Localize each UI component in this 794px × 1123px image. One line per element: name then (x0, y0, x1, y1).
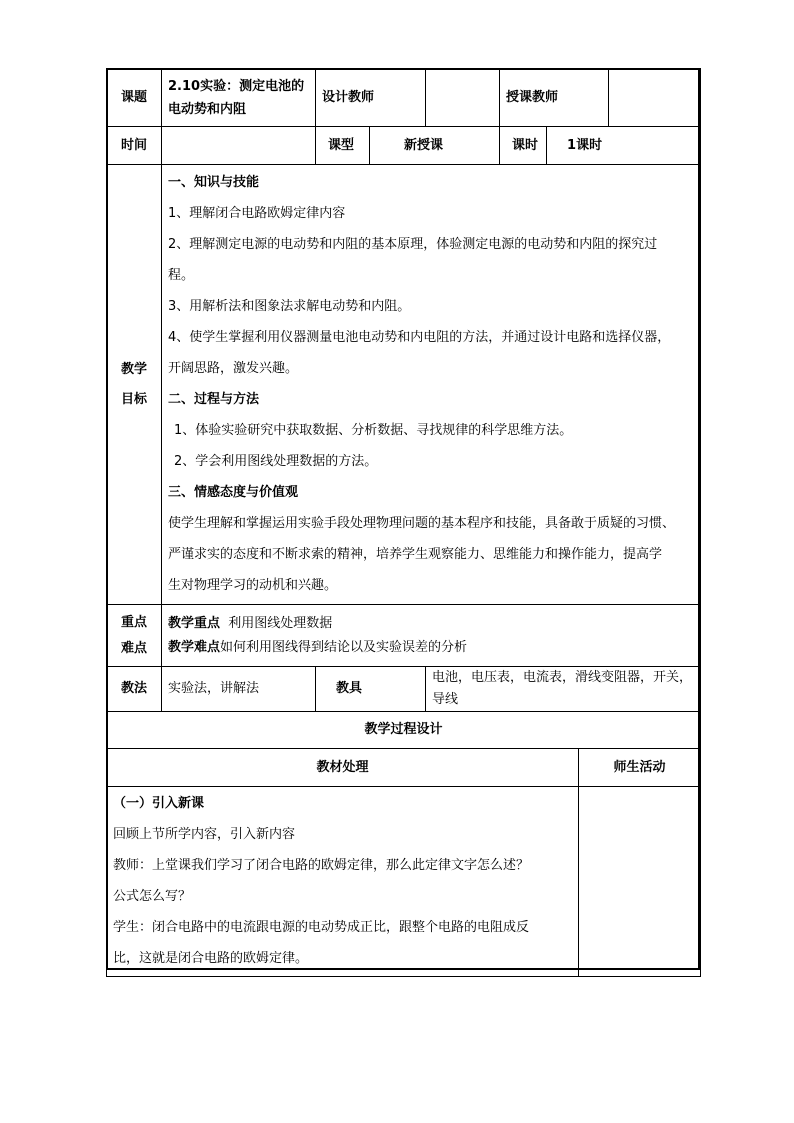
objectives-label-line2: 目标 (120, 391, 147, 407)
sec1-title: 一、知识与技能 (168, 175, 260, 190)
objectives-label-line1: 教学 (120, 361, 147, 377)
sec2-title: 二、过程与方法 (168, 392, 260, 407)
process-line: 公式怎么写？ (113, 889, 192, 904)
process-line: 学生：闭合电路中的电流跟电源的电动势成正比，跟整个电路的电阻成反 (113, 920, 530, 935)
process-line: 比，这就是闭合电路的欧姆定律。 (113, 951, 309, 966)
time-label: 时间 (107, 127, 162, 165)
process-content-row (107, 787, 701, 977)
difficulty-line (168, 636, 694, 660)
topic-value (162, 69, 316, 127)
sec2-item: 2、学会利用图线处理数据的方法。 (174, 454, 378, 469)
process-content (107, 787, 579, 977)
sec3-line: 使学生理解和掌握运用实验手段处理物理问题的基本程序和技能，具备敢于质疑的习惯、 (168, 516, 676, 531)
sec1-item: 程。 (168, 268, 195, 283)
teaching-teacher-value (609, 69, 701, 127)
header-row (107, 69, 701, 127)
keypoints-content (162, 605, 701, 667)
process-col2-header: 师生活动 (579, 749, 701, 787)
time-row (107, 127, 701, 165)
teaching-teacher-label: 授课教师 (500, 69, 609, 127)
design-teacher-label: 设计教师 (316, 69, 426, 127)
process-col1-header: 教材处理 (107, 749, 579, 787)
process-line: 教师：上堂课我们学习了闭合电路的欧姆定律，那么此定律文字怎么述？ (113, 858, 530, 873)
difficulty-label: 教学难点 (168, 639, 221, 655)
process-title: 教学过程设计 (107, 712, 701, 749)
topic-value-line2: 电动势和内阻 (168, 101, 247, 117)
type-label: 课型 (316, 127, 370, 165)
process-line: （一）引入新课 (113, 796, 205, 811)
keypoints-row (107, 605, 701, 667)
methods-row (107, 667, 701, 712)
objectives-label (107, 165, 162, 605)
hours-label: 课时 (500, 127, 547, 165)
tools-value: 电池，电压表，电流表，滑线变阻器，开关，导线 (426, 667, 701, 712)
objectives-content (162, 165, 701, 605)
sec1-item: 4、使学生掌握利用仪器测量电池电动势和内电阻的方法，并通过设计电路和选择仪器， (168, 330, 671, 345)
methods-value: 实验法，讲解法 (162, 667, 316, 712)
process-title-row (107, 712, 701, 749)
difficulty-value: 如何利用图线得到结论以及实验误差的分析 (220, 639, 468, 655)
methods-label: 教法 (107, 667, 162, 712)
hours-value: 1课时 (547, 127, 701, 165)
process-line: 回顾上节所学内容，引入新内容 (113, 827, 296, 842)
sec3-line: 生对物理学习的动机和兴趣。 (168, 578, 338, 593)
process-activity-cell (579, 787, 701, 977)
focus-value: 利用图线处理数据 (220, 615, 333, 631)
sec1-item: 1、理解闭合电路欧姆定律内容 (168, 206, 346, 221)
time-value (162, 127, 316, 165)
keypoints-label-line1: 重点 (120, 614, 147, 630)
focus-line (168, 612, 694, 636)
objectives-row (107, 165, 701, 605)
tools-label: 教具 (316, 667, 426, 712)
focus-label: 教学重点 (168, 615, 221, 631)
sec2-item: 1、体验实验研究中获取数据、分析数据、寻找规律的科学思维方法。 (174, 423, 573, 438)
design-teacher-value (426, 69, 500, 127)
sec1-item: 开阔思路，激发兴趣。 (168, 361, 299, 376)
sec3-line: 严谨求实的态度和不断求索的精神，培养学生观察能力、思维能力和操作能力，提高学 (168, 547, 663, 562)
process-header-row (107, 749, 701, 787)
sec1-item: 2、理解测定电源的电动势和内阻的基本原理，体验测定电源的电动势和内阻的探究过 (168, 237, 658, 252)
topic-label: 课题 (107, 69, 162, 127)
sec3-title: 三、情感态度与价值观 (168, 485, 299, 500)
sec1-item: 3、用解析法和图象法求解电动势和内阻。 (168, 299, 411, 314)
lesson-plan-table (106, 68, 701, 977)
topic-value-line1: 2.10实验：测定电池的 (168, 78, 305, 94)
type-value: 新授课 (370, 127, 500, 165)
keypoints-label-line2: 难点 (120, 640, 147, 656)
keypoints-label (107, 605, 162, 667)
